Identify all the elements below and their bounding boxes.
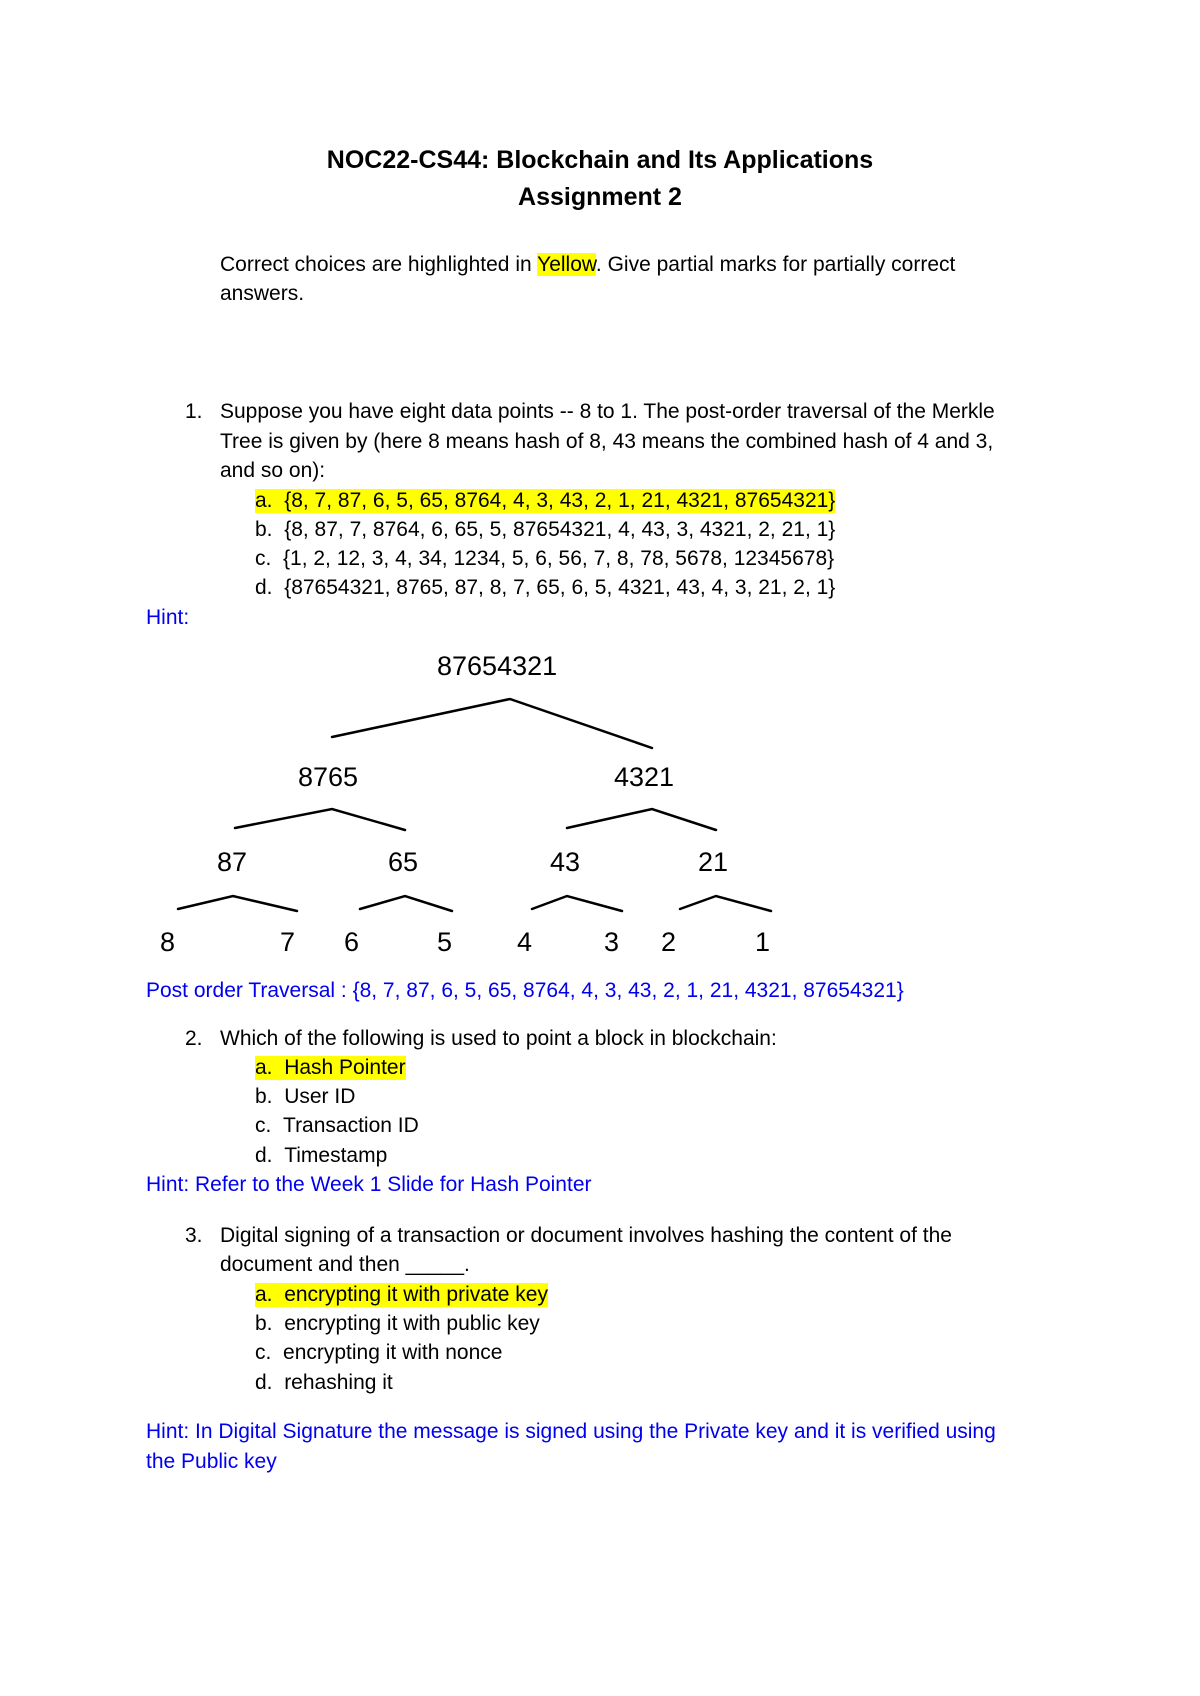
- tree-node-21: 21: [698, 847, 729, 877]
- q2-option-d-letter: d.: [255, 1144, 273, 1167]
- tree-node-8765: 8765: [298, 762, 359, 792]
- tree-leaf-8: 8: [160, 927, 176, 957]
- q1-option-d-letter: d.: [255, 576, 273, 599]
- q2-hint: Hint: Refer to the Week 1 Slide for Hash Pointer: [146, 1173, 592, 1196]
- q3-option-d-letter: d.: [255, 1371, 273, 1394]
- tree-node-4321: 4321: [614, 762, 675, 792]
- intro-line-2: answers.: [220, 282, 305, 305]
- q1-text-line-3: and so on):: [220, 459, 326, 482]
- q2-option-a-letter: a.: [255, 1056, 273, 1079]
- q3-text-line-2: document and then _____.: [220, 1253, 470, 1276]
- q2-option-c-text: Transaction ID: [283, 1114, 419, 1137]
- document-title: NOC22-CS44: Blockchain and Its Applications: [326, 146, 874, 174]
- q3-option-d-text: rehashing it: [284, 1371, 393, 1394]
- q2-option-d-text: Timestamp: [284, 1144, 388, 1167]
- q1-option-d-text: {87654321, 8765, 87, 8, 7, 65, 6, 5, 4321, 43, 4, 3, 21, 2, 1}: [284, 576, 836, 599]
- tree-leaf-6: 6: [344, 927, 360, 957]
- q1-option-a-text: {8, 7, 87, 6, 5, 65, 8764, 4, 3, 43, 2, 1, 21, 4321, 87654321}: [284, 489, 836, 512]
- tree-edge-87: [178, 896, 297, 911]
- tree-edge-4321: [567, 809, 716, 830]
- q3-option-c-letter: c.: [255, 1341, 272, 1364]
- q2-option-b-text: User ID: [284, 1085, 356, 1108]
- q1-option-b-letter: b.: [255, 518, 273, 541]
- q3-option-a-letter: a.: [255, 1283, 273, 1306]
- q3-option-b-text: encrypting it with public key: [284, 1312, 540, 1335]
- q3-option-a: [255, 1283, 548, 1307]
- q3-option-b: [255, 1312, 540, 1336]
- q1-option-a-letter: a.: [255, 489, 273, 512]
- q3-option-c-text: encrypting it with nonce: [283, 1341, 503, 1364]
- q2-option-b: [255, 1085, 355, 1109]
- q2-option-c: [255, 1114, 419, 1138]
- q1-post-order-traversal: Post order Traversal : {8, 7, 87, 6, 5, 65, 8764, 4, 3, 43, 2, 1, 21, 4321, 87654321}: [146, 979, 904, 1002]
- tree-leaf-5: 5: [437, 927, 453, 957]
- q1-hint-label: Hint:: [146, 606, 190, 629]
- tree-edge-root: [332, 699, 652, 748]
- intro-prefix: Correct choices are highlighted in: [220, 253, 538, 276]
- q2-text: Which of the following is used to point a block in blockchain:: [220, 1027, 777, 1050]
- tree-node-87: 87: [217, 847, 248, 877]
- tree-node-65: 65: [388, 847, 419, 877]
- intro-suffix: . Give partial marks for partially correct: [595, 253, 956, 276]
- q3-option-d: [255, 1371, 393, 1395]
- q1-option-c-letter: c.: [255, 547, 272, 570]
- q2-option-c-letter: c.: [255, 1114, 272, 1137]
- tree-leaf-3: 3: [604, 927, 620, 957]
- q3-text-line-1: Digital signing of a transaction or document involves hashing the content of the: [220, 1224, 952, 1247]
- q1-number: 1.: [185, 400, 203, 423]
- q3-option-a-text: encrypting it with private key: [284, 1283, 548, 1306]
- q3-hint-line-1: Hint: In Digital Signature the message is signed using the Private key and it is verified using: [146, 1420, 996, 1443]
- q1-text-line-1: Suppose you have eight data points -- 8 to 1. The post-order traversal of the Merkle: [220, 400, 995, 423]
- tree-leaf-7: 7: [280, 927, 296, 957]
- q2-option-a-text: Hash Pointer: [284, 1056, 406, 1079]
- q1-text-line-2: Tree is given by (here 8 means hash of 8, 43 means the combined hash of 4 and 3,: [220, 430, 994, 453]
- q2-option-b-letter: b.: [255, 1085, 273, 1108]
- tree-leaf-2: 2: [661, 927, 677, 957]
- q3-option-b-letter: b.: [255, 1312, 273, 1335]
- tree-edge-21: [680, 896, 771, 911]
- document-subtitle: Assignment 2: [518, 183, 682, 211]
- q3-hint-line-2: the Public key: [146, 1450, 277, 1473]
- q2-option-a: [255, 1056, 406, 1080]
- tree-leaf-1: 1: [755, 927, 771, 957]
- q2-number: 2.: [185, 1027, 203, 1050]
- tree-node-root: 87654321: [437, 651, 558, 681]
- tree-edge-65: [360, 896, 452, 911]
- q3-option-c: [255, 1341, 502, 1365]
- tree-leaf-4: 4: [517, 927, 533, 957]
- q1-option-c-text: {1, 2, 12, 3, 4, 34, 1234, 5, 6, 56, 7, 8, 78, 5678, 12345678}: [283, 547, 835, 570]
- intro-highlight-word: Yellow: [537, 253, 596, 276]
- q2-option-d: [255, 1144, 387, 1168]
- q1-option-b-text: {8, 87, 7, 8764, 6, 65, 5, 87654321, 4, 43, 3, 4321, 2, 21, 1}: [284, 518, 836, 541]
- q3-number: 3.: [185, 1224, 203, 1247]
- tree-node-43: 43: [550, 847, 581, 877]
- tree-edge-43: [532, 896, 622, 911]
- tree-edge-8765: [235, 809, 405, 830]
